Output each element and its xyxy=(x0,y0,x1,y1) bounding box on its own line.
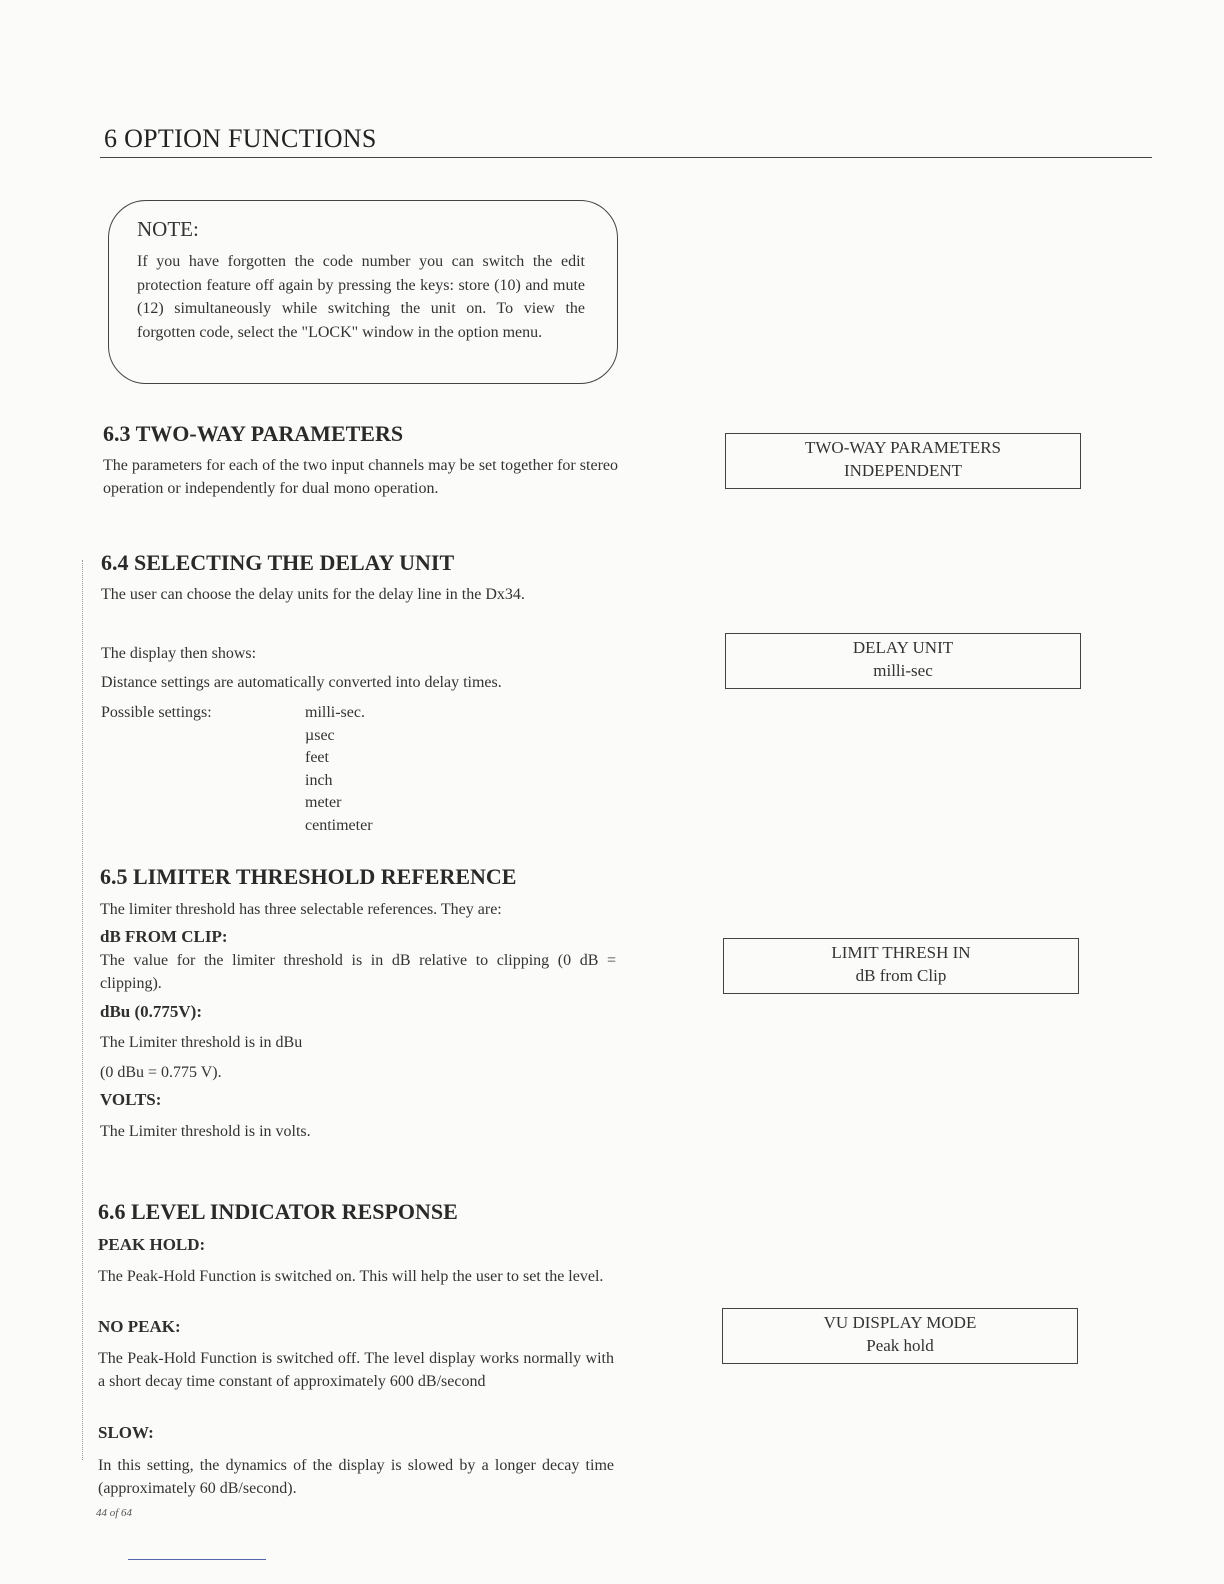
distance-text: Distance settings are automatically converted into delay times. xyxy=(101,674,502,691)
footnote-rule xyxy=(128,1559,266,1560)
section-6-3-body: The parameters for each of the two input channels may be set together for stereo operation or independently for dual mono operation. xyxy=(103,457,618,497)
section-6-6-heading: 6.6 LEVEL INDICATOR RESPONSE xyxy=(98,1199,458,1224)
display-vu-mode-line1: VU DISPLAY MODE xyxy=(823,1313,977,1332)
option-slow-body: In this setting, the dynamics of the display is slowed by a longer decay time (approximately 60 dB/second). xyxy=(98,1457,614,1497)
header-rule xyxy=(100,157,1152,158)
display-two-way-line1: TWO-WAY PARAMETERS xyxy=(805,438,1001,457)
section-6-5-intro: The limiter threshold has three selectable references. They are: xyxy=(100,901,502,918)
display-vu-mode-line2: Peak hold xyxy=(866,1336,934,1355)
page-number: 44 of 64 xyxy=(96,1507,133,1519)
option-slow-title: SLOW: xyxy=(98,1423,154,1442)
option-dbu-body-2: (0 dBu = 0.775 V). xyxy=(100,1064,222,1081)
option-db-from-clip-body: The value for the limiter threshold is in dB relative to clipping (0 dB = clipping). xyxy=(100,952,616,992)
setting-item: feet xyxy=(305,749,329,766)
note-text: If you have forgotten the code number you can switch the edit protection feature off again by pressing the keys: store (10) and mute (12) simultaneously while switching the unit on. To view the forgotten code, select the "LOCK" window in the option menu. xyxy=(137,253,585,341)
display-delay-unit xyxy=(725,633,1081,689)
option-peak-hold-body: The Peak-Hold Function is switched on. This will help the user to set the level. xyxy=(98,1268,604,1285)
section-6-3-heading: 6.3 TWO-WAY PARAMETERS xyxy=(103,421,404,446)
option-volts-title: VOLTS: xyxy=(100,1090,162,1109)
note-title: NOTE: xyxy=(137,217,199,241)
setting-item: centimeter xyxy=(305,816,373,834)
option-no-peak-body: The Peak-Hold Function is switched off. The level display works normally with a short decay time constant of approximately 600 dB/second xyxy=(98,1350,614,1390)
display-vu-mode xyxy=(722,1308,1078,1364)
section-6-5-heading: 6.5 LIMITER THRESHOLD REFERENCE xyxy=(100,864,517,889)
display-limit-thresh-line1: LIMIT THRESH IN xyxy=(831,943,971,962)
section-6-4-heading: 6.4 SELECTING THE DELAY UNIT xyxy=(101,550,455,575)
setting-item: milli-sec. xyxy=(305,704,365,721)
margin-scan-mark xyxy=(82,560,83,1460)
setting-item: µsec xyxy=(305,726,335,744)
display-limit-thresh-line2: dB from Clip xyxy=(855,966,947,985)
setting-item: meter xyxy=(305,794,342,811)
display-two-way-line2: INDEPENDENT xyxy=(843,461,963,480)
option-dbu-body-1: The Limiter threshold is in dBu xyxy=(100,1034,303,1051)
settings-list xyxy=(305,702,373,837)
chapter-title: 6 OPTION FUNCTIONS xyxy=(104,124,377,153)
display-delay-unit-line1: DELAY UNIT xyxy=(852,638,954,657)
option-dbu-title: dBu (0.775V): xyxy=(100,1002,203,1021)
section-6-4-body: The user can choose the delay units for the delay line in the Dx34. xyxy=(101,586,525,603)
display-two-way xyxy=(725,433,1081,489)
setting-item: inch xyxy=(305,771,333,789)
display-then-text: The display then shows: xyxy=(101,645,257,662)
option-no-peak-title: NO PEAK: xyxy=(98,1317,181,1336)
possible-settings-label: Possible settings: xyxy=(101,704,212,721)
option-volts-body: The Limiter threshold is in volts. xyxy=(100,1123,311,1140)
option-db-from-clip-title: dB FROM CLIP: xyxy=(100,927,228,946)
display-limit-thresh xyxy=(723,938,1079,994)
display-delay-unit-line2: milli-sec xyxy=(873,661,933,680)
option-peak-hold-title: PEAK HOLD: xyxy=(98,1235,206,1254)
